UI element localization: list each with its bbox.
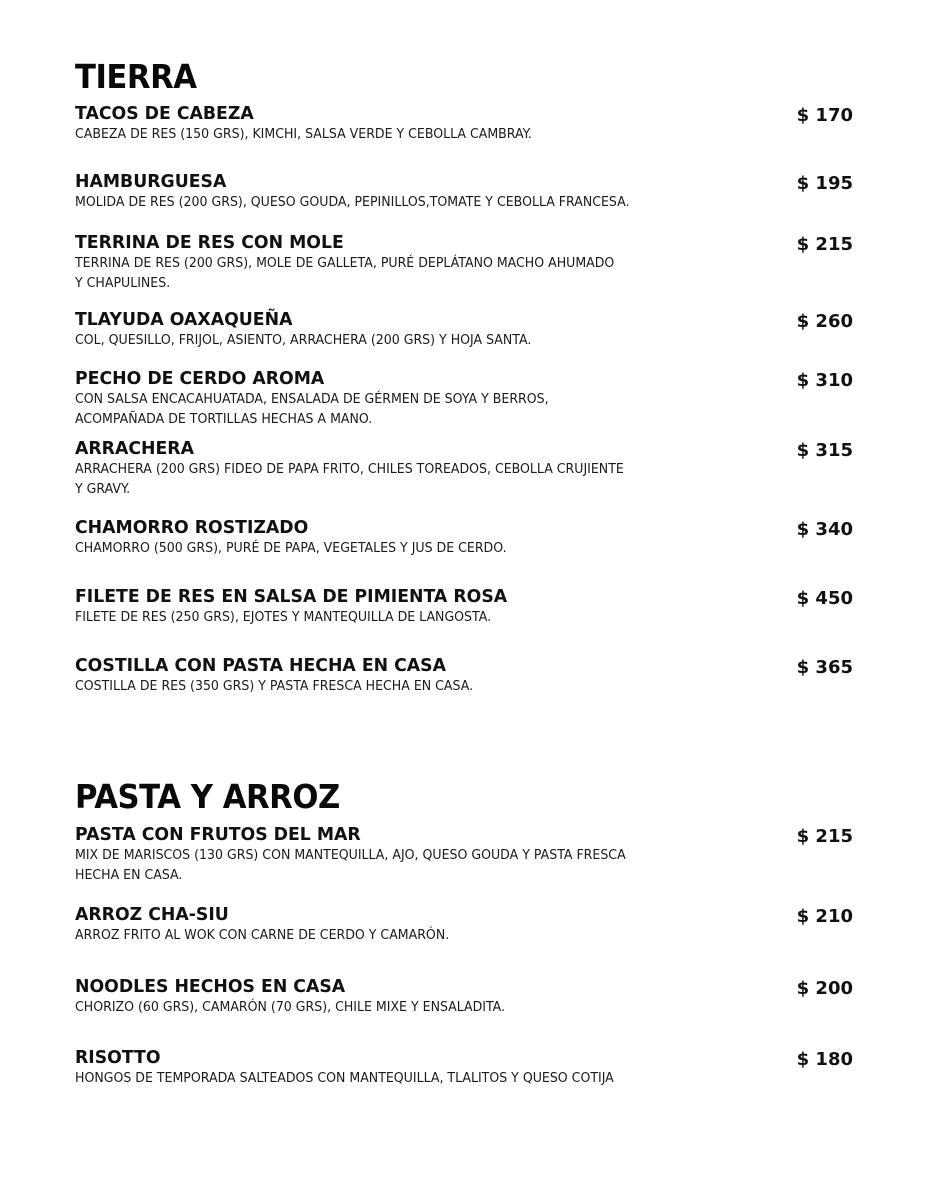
menu-item-arroz-cha-siu (75, 905, 865, 945)
menu-item-chamorro-rostizado (75, 518, 865, 558)
item-price: $ 315 (796, 440, 853, 461)
menu-item-tacos-de-cabeza (75, 104, 865, 144)
item-description: CHORIZO (60 GRS), CAMARÓN (70 GRS), CHILE MIXE Y ENSALADITA. (75, 999, 506, 1015)
item-price: $ 195 (796, 173, 853, 194)
item-description-line-2: Y GRAVY. (75, 481, 131, 497)
item-price: $ 170 (796, 105, 853, 126)
menu-item-terrina-de-res (75, 233, 865, 293)
menu-item-filete-de-res (75, 587, 865, 627)
menu-item-risotto (75, 1048, 865, 1088)
item-description: FILETE DE RES (250 GRS), EJOTES Y MANTEQUILLA DE LANGOSTA. (75, 609, 492, 625)
item-price: $ 215 (796, 234, 853, 255)
item-name: COSTILLA CON PASTA HECHA EN CASA (75, 655, 446, 676)
item-description: COSTILLA DE RES (350 GRS) Y PASTA FRESCA HECHA EN CASA. (75, 678, 474, 694)
item-description-line-2: HECHA EN CASA. (75, 867, 183, 883)
item-description: TERRINA DE RES (200 GRS), MOLE DE GALLETA, PURÉ DEPLÁTANO MACHO AHUMADO (75, 255, 615, 271)
item-price: $ 260 (796, 311, 853, 332)
item-description-line-2: Y CHAPULINES. (75, 275, 171, 291)
item-name: PASTA CON FRUTOS DEL MAR (75, 824, 361, 845)
item-name: ARROZ CHA-SIU (75, 904, 229, 925)
menu-item-costilla-con-pasta (75, 656, 865, 696)
item-name: TLAYUDA OAXAQUEÑA (75, 309, 293, 330)
section-title-tierra: TIERRA (75, 57, 197, 96)
item-description: CHAMORRO (500 GRS), PURÉ DE PAPA, VEGETALES Y JUS DE CERDO. (75, 540, 507, 556)
item-description: HONGOS DE TEMPORADA SALTEADOS CON MANTEQUILLA, TLALITOS Y QUESO COTIJA (75, 1070, 614, 1086)
item-description: CABEZA DE RES (150 GRS), KIMCHI, SALSA VERDE Y CEBOLLA CAMBRAY. (75, 126, 532, 142)
menu-item-noodles-hechos-en-casa (75, 977, 865, 1017)
menu-item-hamburguesa (75, 172, 865, 212)
item-name: FILETE DE RES EN SALSA DE PIMIENTA ROSA (75, 586, 508, 607)
item-description: MIX DE MARISCOS (130 GRS) CON MANTEQUILLA, AJO, QUESO GOUDA Y PASTA FRESCA (75, 847, 626, 863)
item-name: NOODLES HECHOS EN CASA (75, 976, 346, 997)
menu-item-tlayuda-oaxaquena (75, 310, 865, 350)
item-name: CHAMORRO ROSTIZADO (75, 517, 309, 538)
item-name: RISOTTO (75, 1047, 161, 1068)
item-description: MOLIDA DE RES (200 GRS), QUESO GOUDA, PEPINILLOS,TOMATE Y CEBOLLA FRANCESA. (75, 194, 630, 210)
item-description-line-2: ACOMPAÑADA DE TORTILLAS HECHAS A MANO. (75, 411, 373, 427)
item-description: COL, QUESILLO, FRIJOL, ASIENTO, ARRACHERA (200 GRS) Y HOJA SANTA. (75, 332, 532, 348)
item-description: ARRACHERA (200 GRS) FIDEO DE PAPA FRITO, CHILES TOREADOS, CEBOLLA CRUJIENTE (75, 461, 624, 477)
item-name: HAMBURGUESA (75, 171, 227, 192)
item-name: PECHO DE CERDO AROMA (75, 368, 325, 389)
item-price: $ 215 (796, 826, 853, 847)
item-price: $ 450 (796, 588, 853, 609)
menu-item-pasta-con-frutos-del-mar (75, 825, 865, 885)
item-name: TACOS DE CABEZA (75, 103, 254, 124)
menu-item-arrachera (75, 439, 865, 499)
item-price: $ 340 (796, 519, 853, 540)
item-price: $ 210 (796, 906, 853, 927)
item-name: ARRACHERA (75, 438, 194, 459)
item-price: $ 310 (796, 370, 853, 391)
item-name: TERRINA DE RES CON MOLE (75, 232, 344, 253)
item-price: $ 365 (796, 657, 853, 678)
item-price: $ 200 (796, 978, 853, 999)
section-title-pasta-y-arroz: PASTA Y ARROZ (75, 777, 340, 816)
item-price: $ 180 (796, 1049, 853, 1070)
menu-item-pecho-de-cerdo (75, 369, 865, 429)
item-description: CON SALSA ENCACAHUATADA, ENSALADA DE GÉRMEN DE SOYA Y BERROS, (75, 391, 549, 407)
item-description: ARROZ FRITO AL WOK CON CARNE DE CERDO Y CAMARÓN. (75, 927, 450, 943)
